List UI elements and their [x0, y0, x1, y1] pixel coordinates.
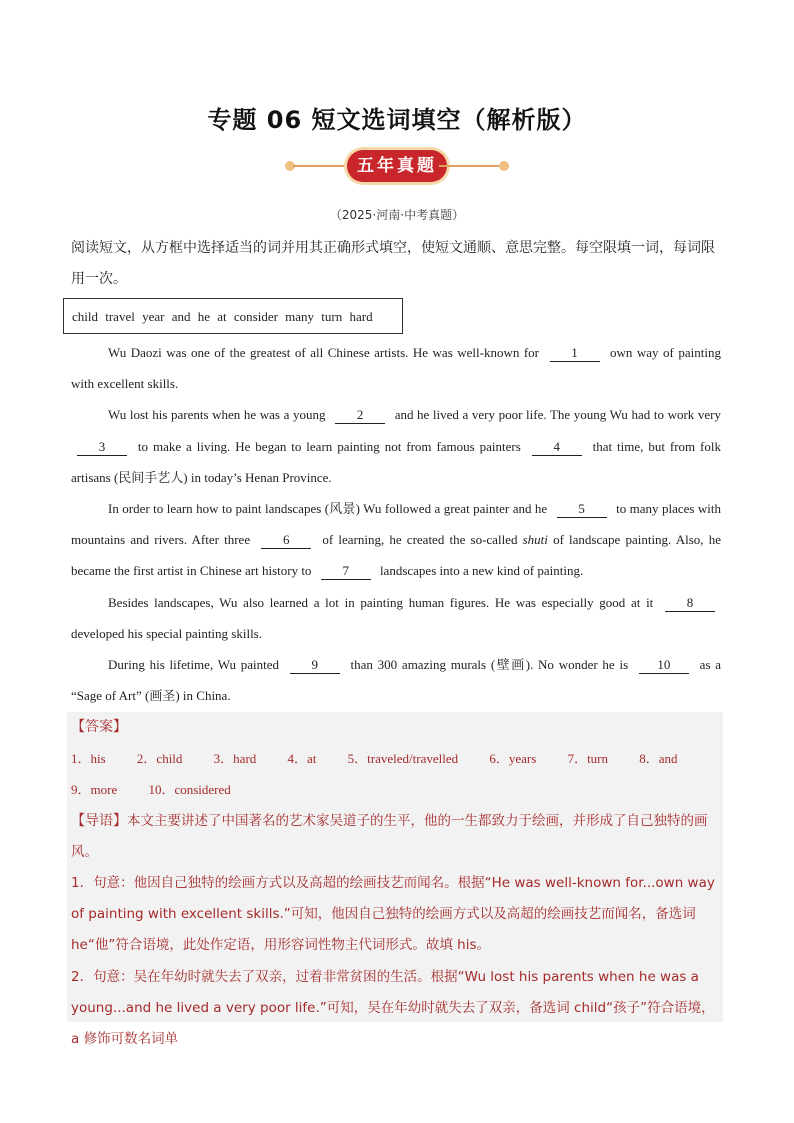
answer-item: 8．and — [639, 751, 678, 767]
question-source: （2025·河南·中考真题） — [329, 208, 465, 222]
instruction-text: 阅读短文，从方框中选择适当的词并用其正确形式填空，使短文通顺、意思完整。每空限填一词，每词限用一次。 — [71, 240, 715, 287]
paragraph-1 — [71, 337, 721, 399]
word-box: child travel year and he at consider many turn hard — [63, 298, 403, 334]
paragraph-3 — [71, 493, 721, 587]
answer-item: 7．turn — [567, 751, 609, 767]
text: as a “Sage of Art” (画圣) in China. — [71, 657, 722, 704]
text: own way of painting with excellent skills. — [71, 345, 721, 392]
answer-row-2 — [71, 774, 721, 805]
blank-3: 3 — [77, 439, 127, 456]
answer-item: 10．considered — [148, 782, 231, 798]
passage — [71, 337, 721, 711]
page-title: 专题 06 短文选词填空（解析版） — [207, 106, 587, 134]
text: During his lifetime, Wu painted — [108, 657, 279, 673]
text: In order to learn how to paint landscapes (风景) Wu followed a great painter and he — [108, 501, 548, 517]
banner-line-left — [293, 165, 355, 167]
answer-item: 1．his — [71, 751, 106, 767]
five-year-banner — [285, 148, 509, 184]
paragraph-4 — [71, 587, 721, 649]
blank-6: 6 — [261, 532, 311, 549]
text: landscapes into a new kind of painting. — [379, 563, 584, 579]
answer-row-1 — [71, 743, 721, 774]
blank-9: 9 — [290, 657, 340, 674]
guide-paragraph — [71, 806, 721, 868]
text: Wu lost his parents when he was a young — [108, 407, 326, 423]
blank-1: 1 — [550, 345, 600, 362]
answer-item: 4．at — [287, 751, 317, 767]
paragraph-5 — [71, 649, 721, 711]
blank-5: 5 — [557, 501, 607, 518]
explanation-1: 1．句意：他因自己独特的绘画方式以及高超的绘画技艺而闻名。根据“He was well-known for...own way of painting with excellent skills.”可知，他因自己独特的绘画方式以及高超的绘画技艺而闻名，备选词 he“他”符合语境，此处作定语，用形容词性物主代词形式。故填 his。 — [71, 875, 715, 954]
text: and he lived a very poor life. The young Wu had to work very — [394, 407, 721, 423]
paragraph-2 — [71, 399, 721, 493]
answer-item: 5．traveled/travelled — [347, 751, 459, 767]
text: that time, but from folk artisans (民间手艺人) in today’s Henan Province. — [71, 438, 721, 485]
text: Besides landscapes, Wu also learned a lot in painting human figures. He was especially good at it — [108, 594, 654, 610]
blank-7: 7 — [321, 563, 371, 580]
guide-label: 【导语】 — [71, 812, 127, 829]
answer-header: 【答案】 — [71, 719, 127, 735]
text: of landscape painting. Also, he became the first artist in Chinese art history to — [71, 532, 721, 579]
blank-10: 10 — [639, 657, 689, 674]
blank-4: 4 — [532, 439, 582, 456]
answer-item: 2．child — [136, 751, 183, 767]
banner-label: 五年真题 — [347, 150, 447, 182]
answer-item: 3．hard — [213, 751, 257, 767]
explanation-2: 2．句意：吴在年幼时就失去了双亲，过着非常贫困的生活。根据“Wu lost his parents when he was a young...and he lived a very poor life.”可知，吴在年幼时就失去了双亲，备选词 child“孩子”符合语境，a 修饰可数名词单 — [71, 968, 715, 1048]
banner-line-right — [439, 165, 501, 167]
text: developed his special painting skills. — [71, 625, 262, 641]
text: of learning, he created the so-called — [322, 532, 518, 548]
answer-item: 9．more — [71, 782, 118, 798]
blank-8: 8 — [665, 595, 715, 612]
banner-ornament-right — [499, 161, 509, 171]
answer-section — [71, 712, 721, 1055]
text: to many places with mountains and rivers. After three — [71, 501, 722, 548]
guide-text: 本文主要讲述了中国著名的艺术家吴道子的生平，他的一生都致力于绘画，并形成了自己独特的画风。 — [71, 812, 708, 860]
text: Wu Daozi was one of the greatest of all Chinese artists. He was well-known for — [108, 345, 540, 360]
text: to make a living. He began to learn painting not from famous painters — [137, 438, 521, 454]
answer-item: 6．years — [489, 751, 537, 767]
text: than 300 amazing murals (壁画). No wonder he is — [350, 657, 629, 673]
blank-2: 2 — [335, 407, 385, 424]
italic-term: shuti — [522, 532, 548, 548]
